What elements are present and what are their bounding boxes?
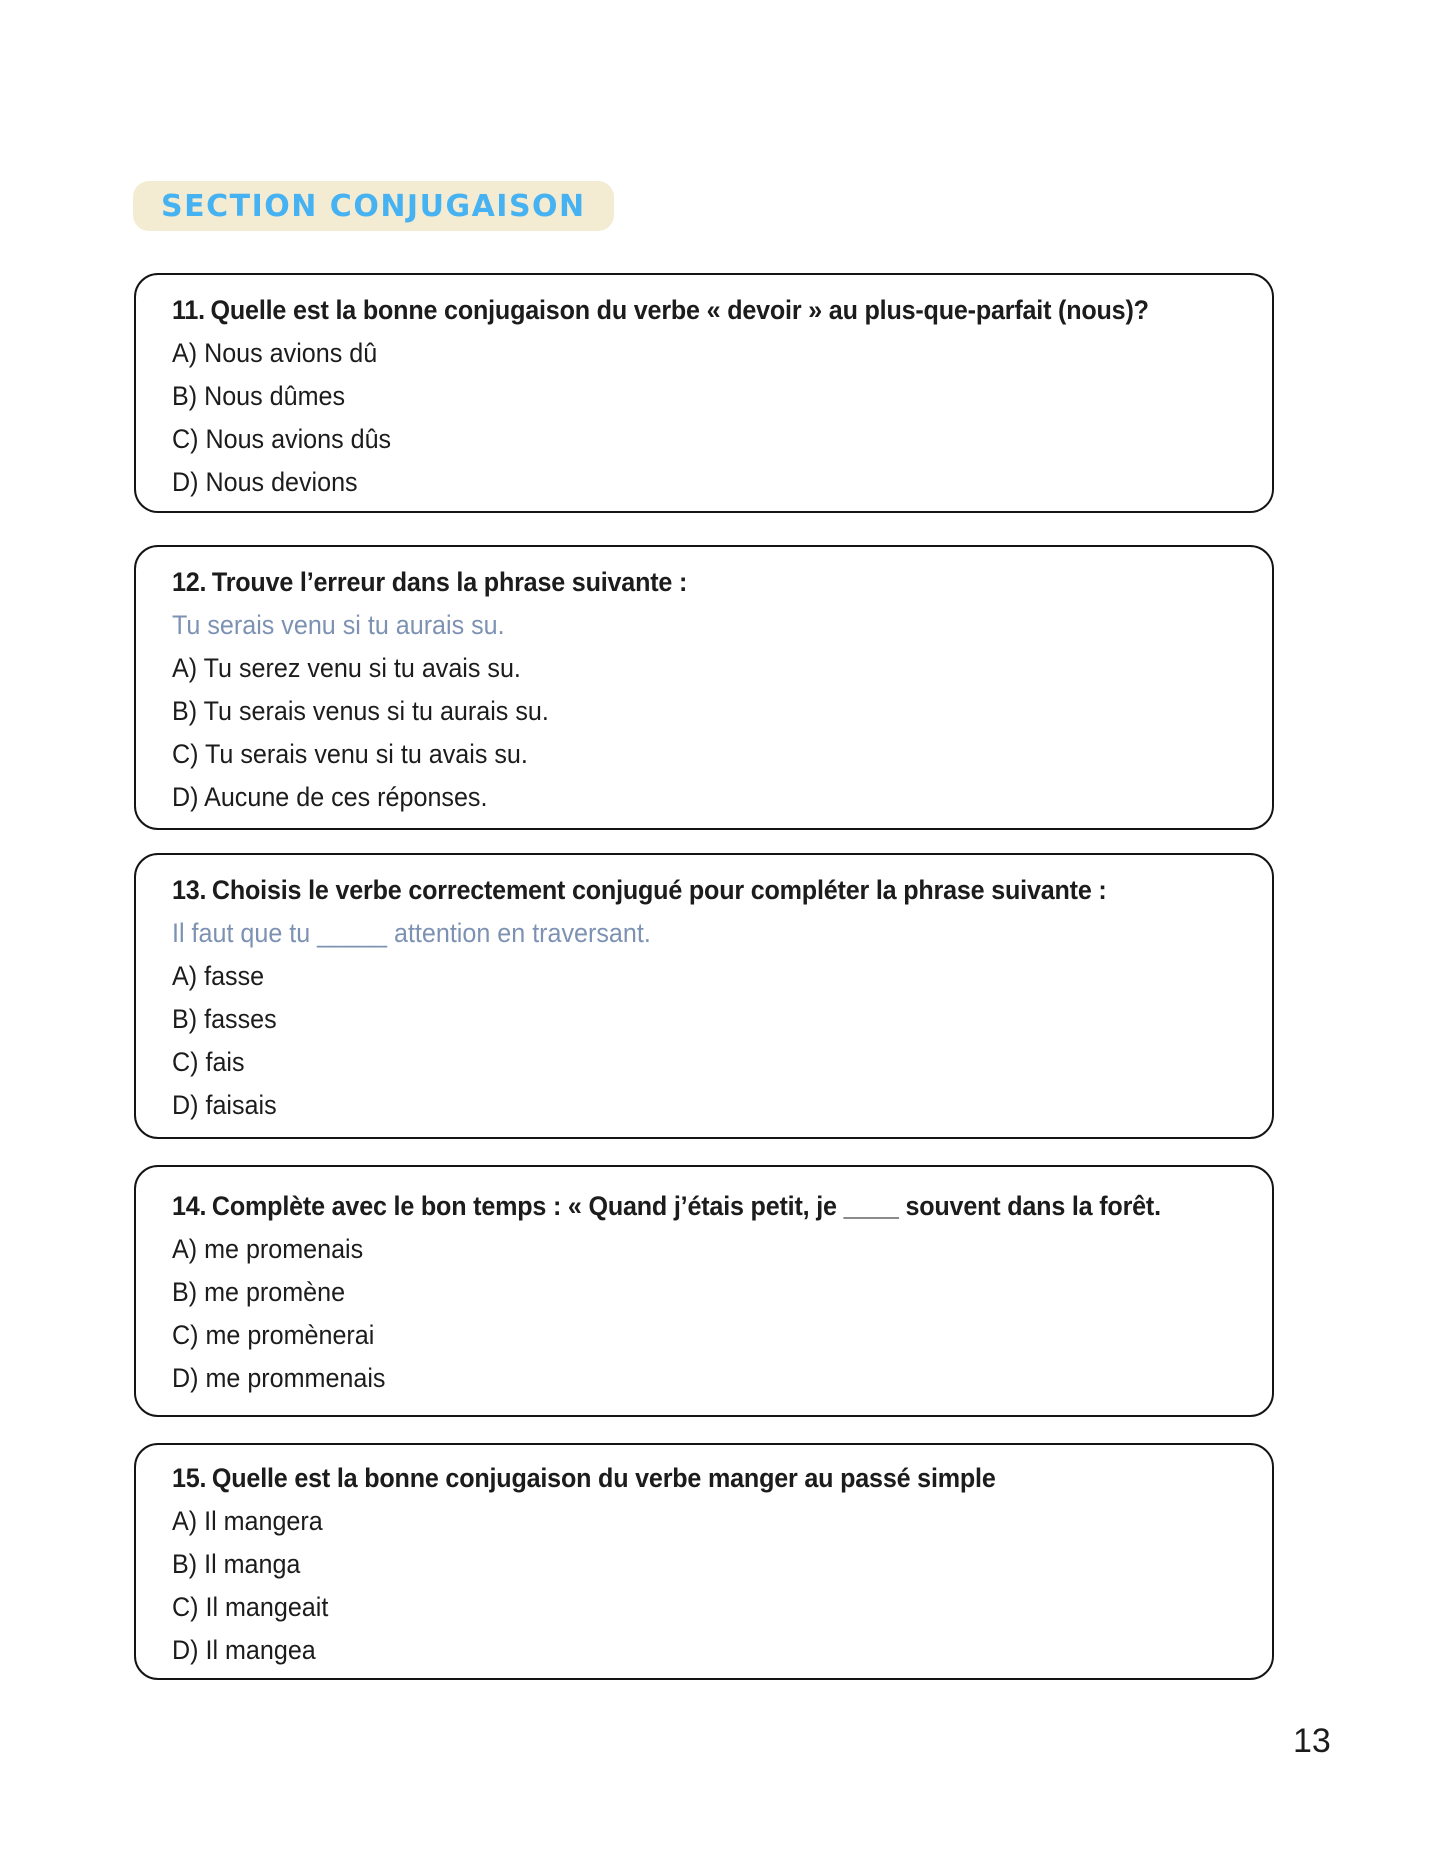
question-number: 12. [172, 567, 207, 597]
question-hint: Il faut que tu _____ attention en traversant. [172, 918, 651, 948]
option-item: D) Nous devions [172, 467, 358, 497]
option-item: A) Tu serez venu si tu avais su. [172, 653, 521, 683]
question-number: 14. [172, 1191, 207, 1221]
question-card-11 [134, 273, 1274, 513]
question-title [172, 289, 1167, 332]
option-item: D) Aucune de ces réponses. [172, 782, 488, 812]
question-title-text: Choisis le verbe correctement conjugué pour compléter la phrase suivante : [211, 875, 1107, 905]
option-item: B) Nous dûmes [172, 381, 346, 411]
option-item: D) Il mangea [172, 1635, 316, 1665]
option-item: C) fais [172, 1047, 245, 1077]
option-item: D) me prommenais [172, 1363, 386, 1393]
question-title [172, 1457, 1167, 1500]
options-list [172, 955, 1242, 1127]
question-hint: Tu serais venu si tu aurais su. [172, 610, 505, 640]
option-item: A) Nous avions dû [172, 338, 378, 368]
question-card-12 [134, 545, 1274, 830]
option-item: D) faisais [172, 1090, 277, 1120]
option-item: B) me promène [172, 1277, 346, 1307]
page-number: 13 [1293, 1722, 1331, 1760]
question-title [172, 869, 1167, 912]
option-item: C) Il mangeait [172, 1592, 329, 1622]
option-item: C) Tu serais venu si tu avais su. [172, 739, 528, 769]
option-item: A) Il mangera [172, 1506, 323, 1536]
option-item: C) me promènerai [172, 1320, 375, 1350]
option-item: A) me promenais [172, 1234, 364, 1264]
question-card-13 [134, 853, 1274, 1139]
question-title-text: Quelle est la bonne conjugaison du verbe manger au passé simple [211, 1463, 996, 1493]
question-card-15 [134, 1443, 1274, 1680]
option-item: B) Il manga [172, 1549, 301, 1579]
option-item: A) fasse [172, 961, 265, 991]
question-title-text: Quelle est la bonne conjugaison du verbe « devoir » au plus-que-parfait (nous)? [210, 295, 1149, 325]
question-number: 15. [172, 1463, 207, 1493]
question-title-text: Trouve l’erreur dans la phrase suivante : [211, 567, 688, 597]
question-title [172, 561, 1167, 604]
options-list [172, 332, 1242, 504]
question-title [172, 1185, 1167, 1228]
options-list [172, 647, 1242, 819]
option-item: B) Tu serais venus si tu aurais su. [172, 696, 549, 726]
question-number: 11. [172, 295, 205, 325]
option-item: B) fasses [172, 1004, 277, 1034]
section-header-label: SECTION CONJUGAISON [161, 188, 586, 224]
options-list [172, 1500, 1242, 1672]
options-list [172, 1228, 1242, 1400]
question-card-14 [134, 1165, 1274, 1417]
option-item: C) Nous avions dûs [172, 424, 392, 454]
question-number: 13. [172, 875, 207, 905]
question-title-text: Complète avec le bon temps : « Quand j’étais petit, je ____ souvent dans la forêt. [211, 1191, 1161, 1221]
section-header-badge [133, 181, 614, 231]
